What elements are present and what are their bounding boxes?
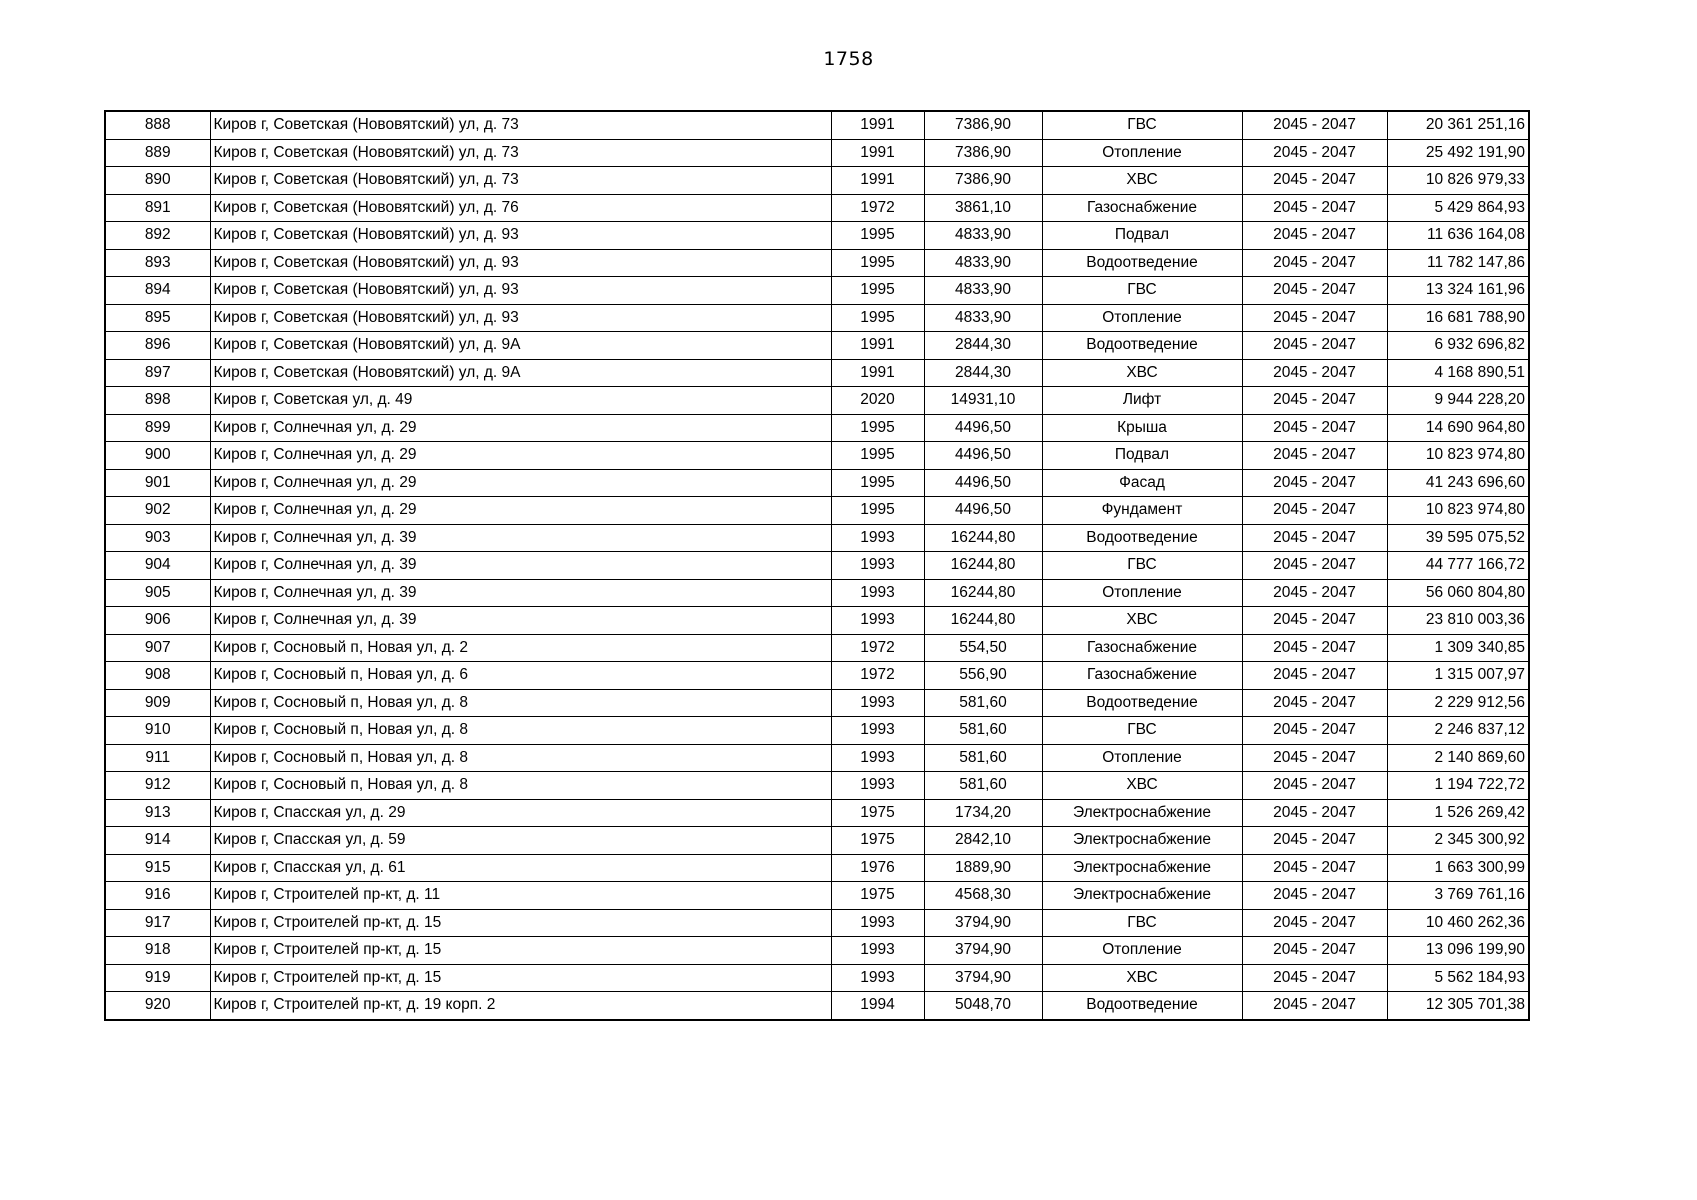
cell-work-type: Электроснабжение	[1042, 854, 1242, 882]
cell-planned-period: 2045 - 2047	[1242, 332, 1387, 360]
cell-work-type: Водоотведение	[1042, 992, 1242, 1020]
table-row	[105, 524, 1529, 552]
cell-commission-year: 1995	[831, 469, 924, 497]
cell-address: Киров г, Солнечная ул, д. 39	[210, 579, 831, 607]
cell-total-area: 4496,50	[924, 497, 1042, 525]
cell-planned-period: 2045 - 2047	[1242, 304, 1387, 332]
cell-address: Киров г, Сосновый п, Новая ул, д. 8	[210, 772, 831, 800]
cell-work-type: Электроснабжение	[1042, 882, 1242, 910]
cell-planned-period: 2045 - 2047	[1242, 249, 1387, 277]
cell-planned-period: 2045 - 2047	[1242, 607, 1387, 635]
cell-planned-period: 2045 - 2047	[1242, 111, 1387, 139]
cell-total-area: 1889,90	[924, 854, 1042, 882]
cell-planned-period: 2045 - 2047	[1242, 497, 1387, 525]
cell-planned-period: 2045 - 2047	[1242, 882, 1387, 910]
cell-commission-year: 1993	[831, 964, 924, 992]
cell-total-area: 4833,90	[924, 222, 1042, 250]
cell-row-number: 891	[105, 194, 210, 222]
table-row	[105, 332, 1529, 360]
cell-address: Киров г, Солнечная ул, д. 39	[210, 524, 831, 552]
cell-commission-year: 1972	[831, 634, 924, 662]
cell-row-number: 902	[105, 497, 210, 525]
cell-address: Киров г, Советская ул, д. 49	[210, 387, 831, 415]
cell-total-area: 7386,90	[924, 139, 1042, 167]
cell-commission-year: 1991	[831, 359, 924, 387]
cell-address: Киров г, Советская (Нововятский) ул, д. 73	[210, 111, 831, 139]
cell-total-area: 16244,80	[924, 607, 1042, 635]
cell-row-number: 915	[105, 854, 210, 882]
cell-total-area: 2844,30	[924, 332, 1042, 360]
cell-commission-year: 1993	[831, 552, 924, 580]
cell-address: Киров г, Спасская ул, д. 29	[210, 799, 831, 827]
cell-estimated-cost: 41 243 696,60	[1387, 469, 1529, 497]
table-row	[105, 469, 1529, 497]
table-row	[105, 772, 1529, 800]
cell-row-number: 903	[105, 524, 210, 552]
cell-work-type: Отопление	[1042, 744, 1242, 772]
cell-estimated-cost: 16 681 788,90	[1387, 304, 1529, 332]
table-row	[105, 387, 1529, 415]
cell-row-number: 907	[105, 634, 210, 662]
cell-estimated-cost: 1 309 340,85	[1387, 634, 1529, 662]
cell-commission-year: 1995	[831, 277, 924, 305]
cell-row-number: 890	[105, 167, 210, 195]
cell-total-area: 4496,50	[924, 414, 1042, 442]
cell-total-area: 3794,90	[924, 964, 1042, 992]
cell-row-number: 904	[105, 552, 210, 580]
cell-estimated-cost: 6 932 696,82	[1387, 332, 1529, 360]
cell-row-number: 913	[105, 799, 210, 827]
cell-row-number: 917	[105, 909, 210, 937]
table-body	[105, 111, 1529, 1020]
cell-address: Киров г, Советская (Нововятский) ул, д. 9А	[210, 332, 831, 360]
cell-work-type: ХВС	[1042, 964, 1242, 992]
cell-address: Киров г, Советская (Нововятский) ул, д. 73	[210, 167, 831, 195]
cell-total-area: 4833,90	[924, 249, 1042, 277]
cell-estimated-cost: 56 060 804,80	[1387, 579, 1529, 607]
table-row	[105, 964, 1529, 992]
cell-row-number: 916	[105, 882, 210, 910]
cell-planned-period: 2045 - 2047	[1242, 964, 1387, 992]
table-row	[105, 277, 1529, 305]
cell-address: Киров г, Сосновый п, Новая ул, д. 8	[210, 744, 831, 772]
cell-work-type: Электроснабжение	[1042, 799, 1242, 827]
cell-total-area: 2844,30	[924, 359, 1042, 387]
cell-total-area: 4496,50	[924, 469, 1042, 497]
cell-estimated-cost: 5 562 184,93	[1387, 964, 1529, 992]
table-row	[105, 854, 1529, 882]
cell-row-number: 888	[105, 111, 210, 139]
cell-row-number: 911	[105, 744, 210, 772]
table-row	[105, 167, 1529, 195]
cell-planned-period: 2045 - 2047	[1242, 827, 1387, 855]
cell-total-area: 16244,80	[924, 552, 1042, 580]
cell-estimated-cost: 4 168 890,51	[1387, 359, 1529, 387]
cell-address: Киров г, Строителей пр-кт, д. 15	[210, 937, 831, 965]
cell-work-type: Газоснабжение	[1042, 194, 1242, 222]
cell-total-area: 581,60	[924, 744, 1042, 772]
table-row	[105, 992, 1529, 1020]
cell-estimated-cost: 2 246 837,12	[1387, 717, 1529, 745]
repair-registry-table	[104, 110, 1530, 1021]
table-row	[105, 304, 1529, 332]
table-row	[105, 827, 1529, 855]
cell-total-area: 14931,10	[924, 387, 1042, 415]
cell-work-type: Электроснабжение	[1042, 827, 1242, 855]
cell-address: Киров г, Солнечная ул, д. 29	[210, 497, 831, 525]
cell-commission-year: 1993	[831, 717, 924, 745]
cell-planned-period: 2045 - 2047	[1242, 662, 1387, 690]
cell-row-number: 906	[105, 607, 210, 635]
cell-estimated-cost: 11 636 164,08	[1387, 222, 1529, 250]
cell-row-number: 898	[105, 387, 210, 415]
cell-work-type: ГВС	[1042, 111, 1242, 139]
cell-estimated-cost: 11 782 147,86	[1387, 249, 1529, 277]
cell-work-type: Отопление	[1042, 139, 1242, 167]
cell-row-number: 905	[105, 579, 210, 607]
cell-address: Киров г, Строителей пр-кт, д. 15	[210, 964, 831, 992]
cell-address: Киров г, Сосновый п, Новая ул, д. 2	[210, 634, 831, 662]
table-row	[105, 359, 1529, 387]
cell-commission-year: 1976	[831, 854, 924, 882]
cell-estimated-cost: 3 769 761,16	[1387, 882, 1529, 910]
cell-commission-year: 1975	[831, 827, 924, 855]
cell-commission-year: 1995	[831, 497, 924, 525]
cell-row-number: 901	[105, 469, 210, 497]
cell-work-type: ГВС	[1042, 909, 1242, 937]
cell-estimated-cost: 1 526 269,42	[1387, 799, 1529, 827]
cell-estimated-cost: 12 305 701,38	[1387, 992, 1529, 1020]
cell-row-number: 894	[105, 277, 210, 305]
cell-total-area: 554,50	[924, 634, 1042, 662]
table-row	[105, 111, 1529, 139]
cell-planned-period: 2045 - 2047	[1242, 772, 1387, 800]
cell-work-type: Фасад	[1042, 469, 1242, 497]
table-row	[105, 552, 1529, 580]
cell-planned-period: 2045 - 2047	[1242, 277, 1387, 305]
cell-commission-year: 1993	[831, 607, 924, 635]
cell-address: Киров г, Солнечная ул, д. 29	[210, 469, 831, 497]
cell-work-type: ХВС	[1042, 167, 1242, 195]
cell-estimated-cost: 2 140 869,60	[1387, 744, 1529, 772]
cell-commission-year: 1994	[831, 992, 924, 1020]
cell-address: Киров г, Сосновый п, Новая ул, д. 8	[210, 689, 831, 717]
cell-address: Киров г, Советская (Нововятский) ул, д. 93	[210, 249, 831, 277]
cell-address: Киров г, Сосновый п, Новая ул, д. 8	[210, 717, 831, 745]
cell-estimated-cost: 1 194 722,72	[1387, 772, 1529, 800]
cell-commission-year: 1993	[831, 772, 924, 800]
cell-total-area: 3794,90	[924, 937, 1042, 965]
cell-work-type: ХВС	[1042, 359, 1242, 387]
cell-address: Киров г, Строителей пр-кт, д. 19 корп. 2	[210, 992, 831, 1020]
cell-estimated-cost: 14 690 964,80	[1387, 414, 1529, 442]
table-row	[105, 194, 1529, 222]
cell-commission-year: 1995	[831, 249, 924, 277]
cell-commission-year: 1991	[831, 332, 924, 360]
cell-commission-year: 1975	[831, 799, 924, 827]
cell-planned-period: 2045 - 2047	[1242, 634, 1387, 662]
cell-estimated-cost: 44 777 166,72	[1387, 552, 1529, 580]
cell-address: Киров г, Солнечная ул, д. 29	[210, 442, 831, 470]
cell-address: Киров г, Строителей пр-кт, д. 11	[210, 882, 831, 910]
cell-total-area: 16244,80	[924, 524, 1042, 552]
cell-row-number: 892	[105, 222, 210, 250]
cell-total-area: 1734,20	[924, 799, 1042, 827]
cell-work-type: Водоотведение	[1042, 524, 1242, 552]
cell-commission-year: 1975	[831, 882, 924, 910]
cell-planned-period: 2045 - 2047	[1242, 744, 1387, 772]
cell-address: Киров г, Строителей пр-кт, д. 15	[210, 909, 831, 937]
cell-commission-year: 1972	[831, 194, 924, 222]
cell-work-type: Отопление	[1042, 579, 1242, 607]
cell-planned-period: 2045 - 2047	[1242, 992, 1387, 1020]
table-row	[105, 442, 1529, 470]
cell-estimated-cost: 9 944 228,20	[1387, 387, 1529, 415]
cell-row-number: 899	[105, 414, 210, 442]
table-row	[105, 882, 1529, 910]
cell-planned-period: 2045 - 2047	[1242, 717, 1387, 745]
table-row	[105, 497, 1529, 525]
cell-work-type: ГВС	[1042, 277, 1242, 305]
table-row	[105, 139, 1529, 167]
table-row	[105, 689, 1529, 717]
cell-commission-year: 1993	[831, 579, 924, 607]
cell-row-number: 920	[105, 992, 210, 1020]
cell-work-type: Подвал	[1042, 222, 1242, 250]
cell-address: Киров г, Солнечная ул, д. 29	[210, 414, 831, 442]
cell-planned-period: 2045 - 2047	[1242, 854, 1387, 882]
cell-address: Киров г, Советская (Нововятский) ул, д. 93	[210, 304, 831, 332]
table-row	[105, 744, 1529, 772]
cell-planned-period: 2045 - 2047	[1242, 909, 1387, 937]
cell-estimated-cost: 20 361 251,16	[1387, 111, 1529, 139]
cell-total-area: 581,60	[924, 772, 1042, 800]
cell-planned-period: 2045 - 2047	[1242, 469, 1387, 497]
cell-work-type: Крыша	[1042, 414, 1242, 442]
cell-planned-period: 2045 - 2047	[1242, 689, 1387, 717]
cell-row-number: 914	[105, 827, 210, 855]
cell-work-type: Подвал	[1042, 442, 1242, 470]
cell-commission-year: 1991	[831, 139, 924, 167]
cell-address: Киров г, Советская (Нововятский) ул, д. 93	[210, 277, 831, 305]
cell-address: Киров г, Советская (Нововятский) ул, д. 9А	[210, 359, 831, 387]
cell-address: Киров г, Советская (Нововятский) ул, д. 93	[210, 222, 831, 250]
cell-address: Киров г, Спасская ул, д. 61	[210, 854, 831, 882]
table-row	[105, 579, 1529, 607]
cell-commission-year: 1995	[831, 442, 924, 470]
cell-commission-year: 1995	[831, 414, 924, 442]
cell-planned-period: 2045 - 2047	[1242, 552, 1387, 580]
cell-commission-year: 1993	[831, 689, 924, 717]
cell-estimated-cost: 25 492 191,90	[1387, 139, 1529, 167]
cell-work-type: Лифт	[1042, 387, 1242, 415]
cell-row-number: 897	[105, 359, 210, 387]
cell-row-number: 889	[105, 139, 210, 167]
cell-estimated-cost: 2 345 300,92	[1387, 827, 1529, 855]
cell-total-area: 4833,90	[924, 304, 1042, 332]
cell-total-area: 581,60	[924, 689, 1042, 717]
cell-planned-period: 2045 - 2047	[1242, 579, 1387, 607]
cell-planned-period: 2045 - 2047	[1242, 442, 1387, 470]
table-row	[105, 717, 1529, 745]
cell-total-area: 581,60	[924, 717, 1042, 745]
cell-estimated-cost: 1 315 007,97	[1387, 662, 1529, 690]
cell-total-area: 5048,70	[924, 992, 1042, 1020]
cell-planned-period: 2045 - 2047	[1242, 937, 1387, 965]
table-row	[105, 222, 1529, 250]
cell-estimated-cost: 10 460 262,36	[1387, 909, 1529, 937]
cell-planned-period: 2045 - 2047	[1242, 359, 1387, 387]
cell-total-area: 7386,90	[924, 111, 1042, 139]
cell-planned-period: 2045 - 2047	[1242, 387, 1387, 415]
cell-address: Киров г, Советская (Нововятский) ул, д. 73	[210, 139, 831, 167]
cell-address: Киров г, Советская (Нововятский) ул, д. 76	[210, 194, 831, 222]
cell-work-type: Газоснабжение	[1042, 634, 1242, 662]
cell-row-number: 918	[105, 937, 210, 965]
table-row	[105, 634, 1529, 662]
cell-work-type: Водоотведение	[1042, 249, 1242, 277]
cell-commission-year: 1993	[831, 744, 924, 772]
cell-estimated-cost: 13 096 199,90	[1387, 937, 1529, 965]
cell-total-area: 3861,10	[924, 194, 1042, 222]
cell-total-area: 4833,90	[924, 277, 1042, 305]
cell-address: Киров г, Сосновый п, Новая ул, д. 6	[210, 662, 831, 690]
cell-planned-period: 2045 - 2047	[1242, 222, 1387, 250]
table-row	[105, 414, 1529, 442]
cell-commission-year: 1991	[831, 111, 924, 139]
cell-total-area: 556,90	[924, 662, 1042, 690]
cell-commission-year: 1995	[831, 222, 924, 250]
cell-work-type: ГВС	[1042, 717, 1242, 745]
cell-estimated-cost: 10 823 974,80	[1387, 497, 1529, 525]
cell-row-number: 910	[105, 717, 210, 745]
cell-total-area: 16244,80	[924, 579, 1042, 607]
cell-estimated-cost: 10 826 979,33	[1387, 167, 1529, 195]
cell-total-area: 2842,10	[924, 827, 1042, 855]
cell-commission-year: 1993	[831, 524, 924, 552]
cell-work-type: Водоотведение	[1042, 689, 1242, 717]
cell-estimated-cost: 2 229 912,56	[1387, 689, 1529, 717]
cell-estimated-cost: 10 823 974,80	[1387, 442, 1529, 470]
table-row	[105, 607, 1529, 635]
cell-planned-period: 2045 - 2047	[1242, 167, 1387, 195]
cell-row-number: 895	[105, 304, 210, 332]
page-number: 1758	[823, 48, 874, 70]
cell-planned-period: 2045 - 2047	[1242, 414, 1387, 442]
cell-address: Киров г, Спасская ул, д. 59	[210, 827, 831, 855]
cell-work-type: Фундамент	[1042, 497, 1242, 525]
cell-work-type: Отопление	[1042, 937, 1242, 965]
cell-estimated-cost: 39 595 075,52	[1387, 524, 1529, 552]
cell-address: Киров г, Солнечная ул, д. 39	[210, 607, 831, 635]
cell-row-number: 908	[105, 662, 210, 690]
table-row	[105, 799, 1529, 827]
table-row	[105, 937, 1529, 965]
cell-row-number: 893	[105, 249, 210, 277]
cell-work-type: Водоотведение	[1042, 332, 1242, 360]
cell-commission-year: 1991	[831, 167, 924, 195]
cell-planned-period: 2045 - 2047	[1242, 139, 1387, 167]
table-row	[105, 249, 1529, 277]
cell-estimated-cost: 13 324 161,96	[1387, 277, 1529, 305]
cell-work-type: Газоснабжение	[1042, 662, 1242, 690]
cell-commission-year: 1972	[831, 662, 924, 690]
cell-work-type: Отопление	[1042, 304, 1242, 332]
cell-total-area: 3794,90	[924, 909, 1042, 937]
cell-planned-period: 2045 - 2047	[1242, 524, 1387, 552]
cell-commission-year: 1995	[831, 304, 924, 332]
cell-estimated-cost: 23 810 003,36	[1387, 607, 1529, 635]
cell-address: Киров г, Солнечная ул, д. 39	[210, 552, 831, 580]
cell-commission-year: 2020	[831, 387, 924, 415]
cell-commission-year: 1993	[831, 909, 924, 937]
cell-row-number: 909	[105, 689, 210, 717]
cell-planned-period: 2045 - 2047	[1242, 799, 1387, 827]
cell-work-type: ГВС	[1042, 552, 1242, 580]
cell-work-type: ХВС	[1042, 607, 1242, 635]
cell-commission-year: 1993	[831, 937, 924, 965]
cell-row-number: 912	[105, 772, 210, 800]
cell-total-area: 4496,50	[924, 442, 1042, 470]
cell-total-area: 7386,90	[924, 167, 1042, 195]
cell-work-type: ХВС	[1042, 772, 1242, 800]
table-row	[105, 909, 1529, 937]
cell-estimated-cost: 1 663 300,99	[1387, 854, 1529, 882]
cell-row-number: 919	[105, 964, 210, 992]
cell-planned-period: 2045 - 2047	[1242, 194, 1387, 222]
table-row	[105, 662, 1529, 690]
cell-estimated-cost: 5 429 864,93	[1387, 194, 1529, 222]
cell-total-area: 4568,30	[924, 882, 1042, 910]
cell-row-number: 896	[105, 332, 210, 360]
cell-row-number: 900	[105, 442, 210, 470]
